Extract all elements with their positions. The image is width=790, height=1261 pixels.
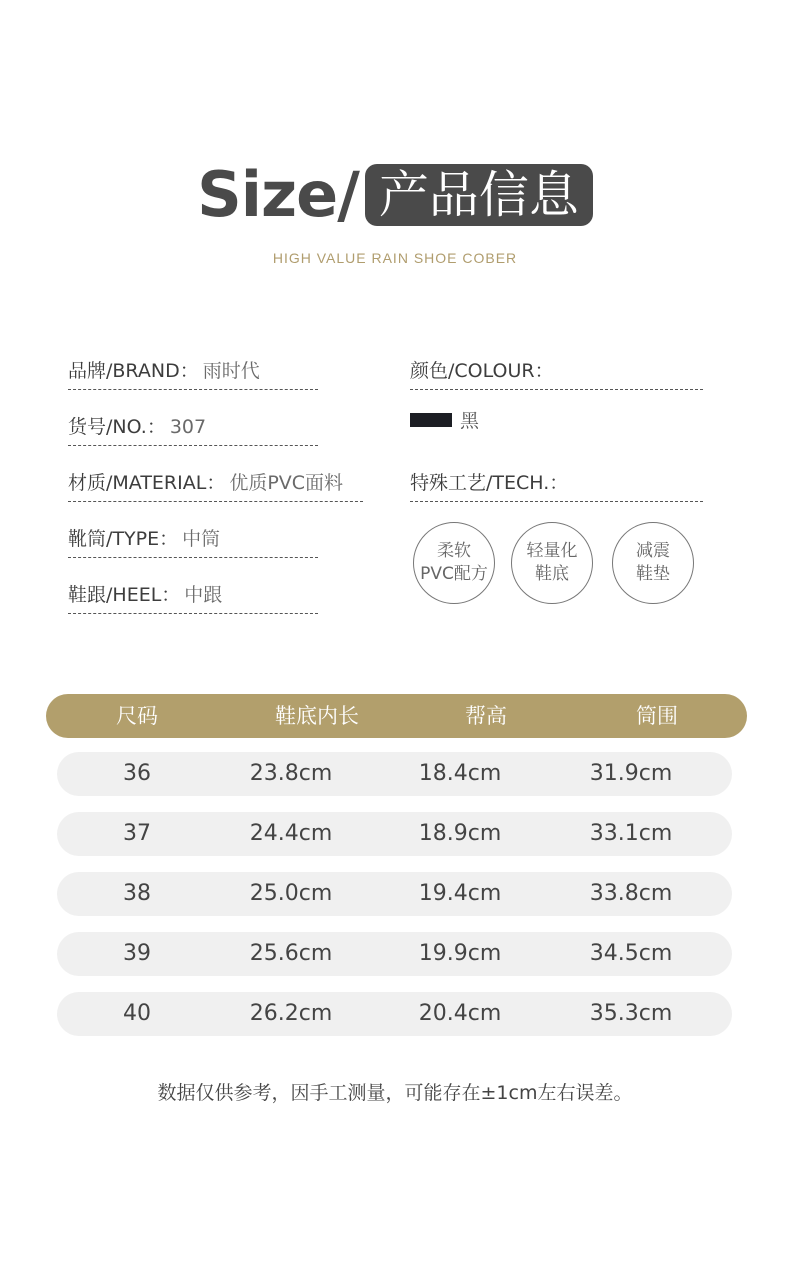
title-en: Size/ — [197, 158, 359, 231]
cell-size: 37 — [123, 821, 151, 846]
size-table-header — [46, 694, 747, 738]
tech-badge-line: 鞋垫 — [636, 564, 670, 584]
cell-circumference: 35.3cm — [589, 1001, 673, 1026]
table-row — [57, 872, 732, 916]
material-field — [68, 468, 363, 502]
tech-badge-line: 轻量化 — [526, 541, 578, 561]
colour-swatch — [410, 413, 452, 427]
header-size: 尺码 — [116, 704, 158, 728]
cell-sole-length: 25.0cm — [249, 881, 333, 906]
cell-shaft-height: 20.4cm — [418, 1001, 502, 1026]
cell-size: 40 — [123, 1001, 151, 1026]
cell-sole-length: 25.6cm — [249, 941, 333, 966]
cell-size: 36 — [123, 761, 151, 786]
page-title — [0, 160, 790, 230]
material-value: 优质PVC面料 — [229, 472, 344, 494]
colour-option — [410, 406, 479, 433]
material-label: 材质/MATERIAL： — [68, 472, 226, 494]
cell-sole-length: 24.4cm — [249, 821, 333, 846]
cell-shaft-height: 18.4cm — [418, 761, 502, 786]
tech-label: 特殊工艺/TECH.： — [410, 472, 569, 494]
cell-circumference: 31.9cm — [589, 761, 673, 786]
item-number-label: 货号/NO.： — [68, 416, 166, 438]
cell-sole-length: 23.8cm — [249, 761, 333, 786]
cell-circumference: 34.5cm — [589, 941, 673, 966]
cell-size: 39 — [123, 941, 151, 966]
cell-size: 38 — [123, 881, 151, 906]
item-number-field — [68, 412, 318, 446]
subtitle: HIGH VALUE RAIN SHOE COBER — [272, 250, 518, 266]
type-field — [68, 524, 318, 558]
table-row — [57, 992, 732, 1036]
cell-shaft-height: 19.9cm — [418, 941, 502, 966]
tech-badge-line: 鞋底 — [535, 564, 569, 584]
cell-circumference: 33.8cm — [589, 881, 673, 906]
cell-shaft-height: 18.9cm — [418, 821, 502, 846]
heel-label: 鞋跟/HEEL： — [68, 584, 181, 606]
colour-field — [410, 356, 703, 390]
table-row — [57, 812, 732, 856]
tech-badge-lightweight-sole — [511, 522, 593, 604]
tech-badge-shock-insole — [612, 522, 694, 604]
tech-badge-line: PVC配方 — [420, 564, 488, 584]
type-label: 靴筒/TYPE： — [68, 528, 179, 550]
brand-value: 雨时代 — [202, 360, 260, 382]
heel-value: 中跟 — [184, 584, 223, 606]
tech-badge-line: 柔软 — [437, 541, 471, 561]
header-circumference: 筒围 — [636, 704, 678, 728]
title-cn-badge: 产品信息 — [365, 164, 593, 226]
header-shaft-height: 帮高 — [465, 704, 507, 728]
cell-sole-length: 26.2cm — [249, 1001, 333, 1026]
brand-label: 品牌/BRAND： — [68, 360, 199, 382]
type-value: 中筒 — [182, 528, 221, 550]
table-row — [57, 752, 732, 796]
heel-field — [68, 580, 318, 614]
cell-circumference: 33.1cm — [589, 821, 673, 846]
colour-value: 黑 — [460, 410, 480, 432]
item-number-value: 307 — [169, 416, 207, 438]
measurement-note: 数据仅供参考，因手工测量，可能存在±1cm左右误差。 — [157, 1082, 633, 1104]
cell-shaft-height: 19.4cm — [418, 881, 502, 906]
tech-field — [410, 468, 703, 502]
header-sole-length: 鞋底内长 — [275, 704, 359, 728]
tech-badge-soft-pvc — [413, 522, 495, 604]
brand-field — [68, 356, 318, 390]
tech-badge-line: 减震 — [636, 541, 670, 561]
colour-label: 颜色/COLOUR： — [410, 360, 554, 382]
table-row — [57, 932, 732, 976]
